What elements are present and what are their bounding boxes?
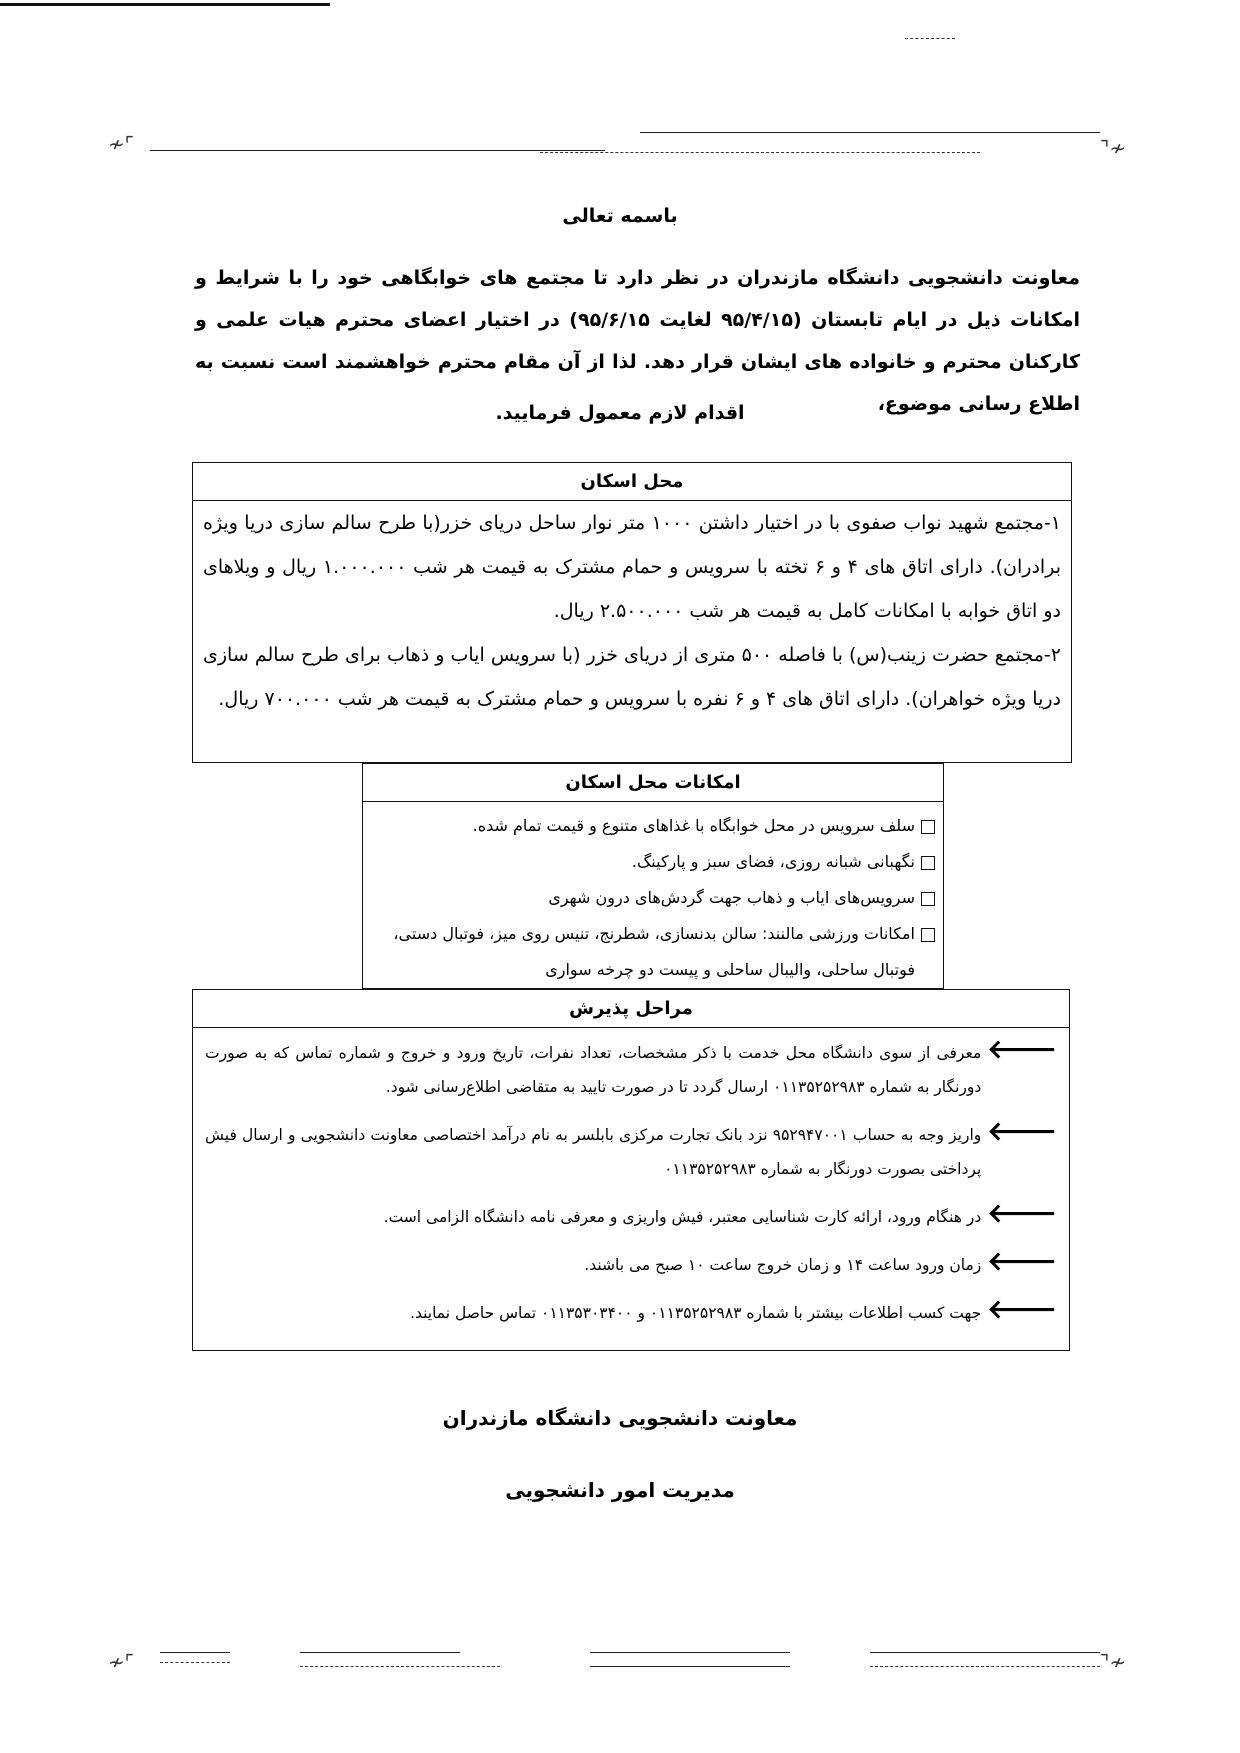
intro-last-line: اقدام لازم معمول فرمایید.: [495, 402, 745, 424]
bottom-border: [0, 1640, 1240, 1720]
scroll-ornament-icon: ⌝≁: [1100, 1650, 1127, 1674]
left-arrow-icon: 🡐: [987, 1247, 1057, 1277]
housing-title: محل اسکان: [193, 463, 1071, 501]
housing-box: [192, 462, 1072, 763]
housing-body: [193, 501, 1071, 721]
admission-step: 🡐 معرفی از سوی دانشگاه محل خدمت با ذکر مشخصات، تعداد نفرات، تاریخ ورود و خروج و شماره تماس که به صورت دورنگار به شماره ۰۱۱۳۵۲۵۲۹۸۳ ارسال گردد تا در صورت تایید به متقاضی اطلاع‌رسانی شود.: [205, 1035, 1057, 1096]
admission-step: 🡐 جهت کسب اطلاعات بیشتر با شماره ۰۱۱۳۵۲۵۲۹۸۳ و ۰۱۱۳۵۳۰۳۴۰۰ تماس حاصل نمایند.: [410, 1295, 1057, 1325]
checkbox-icon: [921, 892, 935, 906]
intro-paragraph: معاونت دانشجویی دانشگاه مازندران در نظر دارد تا مجتمع های خوابگاهی خود را با شرایط و امکانات ذیل در ایام تابستان (۹۵/۴/۱۵ لغایت ۹۵/۶/۱۵) در اختیار اعضای محترم هیات علمی و کارکنان محترم و خانواده های ایشان قرار دهد. لذا از آن مقام محترم خواهشمند است نسبت به اطلاع رسانی موضوع،: [195, 267, 1080, 415]
left-arrow-icon: 🡐: [987, 1035, 1057, 1065]
amenity-item: امکانات ورزشی مالنند: سالن بدنسازی، شطرنج، تنیس روی میز، فوتبال دستی، فوتبال ساحلی، والیبال ساحلی و پیست دو چرخه سواری: [371, 916, 935, 988]
scroll-ornament-icon: ≁⌜: [108, 1650, 135, 1674]
scroll-ornament-icon: ⌝≁: [1100, 136, 1127, 160]
housing-item: ۱-مجتمع شهید نواب صفوی با در اختیار داشتن ۱۰۰۰ متر نوار ساحل دریای خزر(با طرح سالم سازی دریا ویژه برادران). دارای اتاق های ۴ و ۶ تخته با سرویس و حمام مشترک به قیمت هر شب ۱.۰۰۰.۰۰۰ ریال و ویلاهای دو اتاق خوابه با امکانات کامل به قیمت هر شب ۲.۵۰۰.۰۰۰ ریال.: [203, 512, 1061, 622]
admission-body: [193, 1028, 1069, 1344]
admission-step: 🡐 واریز وجه به حساب ۹۵۲۹۴۷۰۰۱ نزد بانک تجارت مرکزی بابلسر به نام درآمد اختصاصی معاونت دانشجویی و ارسال فیش پرداختی بصورت دورنگار به شماره ۰۱۱۳۵۲۵۲۹۸۳: [205, 1117, 1057, 1178]
admission-box: [192, 989, 1070, 1351]
housing-item: ۲-مجتمع حضرت زینب(س) با فاصله ۵۰۰ متری از دریای خزر (با سرویس ایاب و ذهاب برای طرح سالم سازی دریا ویژه خواهران). دارای اتاق های ۴ و ۶ نفره با سرویس و حمام مشترک به قیمت هر شب ۷۰۰.۰۰۰ ریال.: [203, 644, 1061, 710]
top-border: [0, 0, 1240, 160]
amenity-item: سرویس‌های ایاب و ذهاب جهت گردش‌های درون شهری: [371, 880, 935, 916]
amenities-body: [363, 802, 943, 988]
checkbox-icon: [921, 820, 935, 834]
left-arrow-icon: 🡐: [987, 1117, 1057, 1147]
left-arrow-icon: 🡐: [987, 1295, 1057, 1325]
left-arrow-icon: 🡐: [987, 1199, 1057, 1229]
checkbox-icon: [921, 856, 935, 870]
checkbox-icon: [921, 928, 935, 942]
amenities-title: امکانات محل اسکان: [363, 764, 943, 802]
amenity-item: نگهبانی شبانه روزی، فضای سبز و پارکینگ.: [371, 844, 935, 880]
amenities-box: [362, 763, 944, 989]
admission-step: 🡐 در هنگام ورود، ارائه کارت شناسایی معتبر، فیش واریزی و معرفی نامه دانشگاه الزامی است.: [383, 1199, 1057, 1229]
scroll-ornament-icon: ≁⌜: [108, 132, 135, 156]
signature-line-1: معاونت دانشجویی دانشگاه مازندران: [442, 1406, 798, 1430]
amenity-item: سلف سرویس در محل خوابگاه با غذاهای متنوع و قیمت تمام شده.: [371, 808, 935, 844]
document-heading: باسمه تعالی: [562, 205, 678, 227]
admission-title: مراحل پذیرش: [193, 990, 1069, 1028]
admission-step: 🡐 زمان ورود ساعت ۱۴ و زمان خروج ساعت ۱۰ صبح می باشند.: [584, 1247, 1057, 1277]
signature-line-2: مدیریت امور دانشجویی: [505, 1478, 735, 1502]
